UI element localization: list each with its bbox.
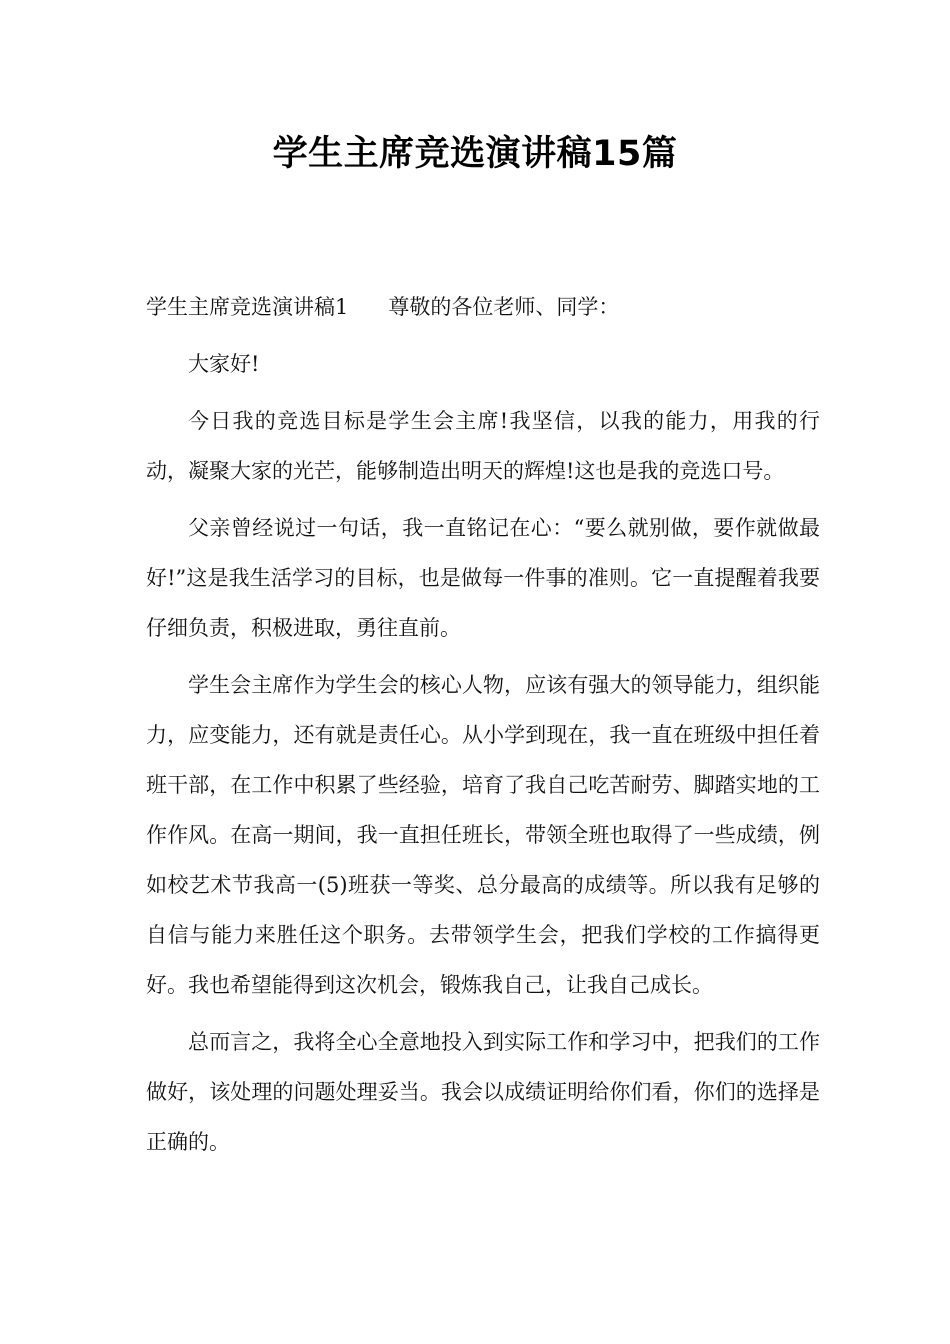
paragraph-conclusion: 总而言之，我将全心全意地投入到实际工作和学习中，把我们的工作做好，该处理的问题处理妥当。我会以成绩证明给你们看，你们的选择是正确的。	[146, 1030, 820, 1154]
paragraph-experience: 学生会主席作为学生会的核心人物，应该有强大的领导能力，组织能力，应变能力，还有就是责任心。从小学到现在，我一直在班级中担任着班干部，在工作中积累了些经验，培育了我自己吃苦耐劳、脚踏实地的工作作风。在高一期间，我一直担任班长，带领全班也取得了一些成绩，例如校艺术节我高一(5)班获一等奖、总分最高的成绩等。所以我有足够的自信与能力来胜任这个职务。去带领学生会，把我们学校的工作搞得更好。我也希望能得到这次机会，锻炼我自己，让我自己成长。	[146, 673, 820, 997]
paragraph-greeting: 大家好!	[188, 352, 260, 376]
section-heading-line	[146, 282, 820, 332]
document-title: 学生主席竞选演讲稿15篇	[272, 134, 678, 174]
paragraph-goal: 今日我的竞选目标是学生会主席!我坚信，以我的能力，用我的行动，凝聚大家的光芒，能够制造出明天的辉煌!这也是我的竞选口号。	[146, 409, 820, 483]
document-body	[146, 282, 820, 1174]
paragraph-father-quote: 父亲曾经说过一句话，我一直铭记在心：“要么就别做，要作就做最好!”这是我生活学习的目标，也是做每一件事的准则。它一直提醒着我要仔细负责，积极进取，勇往直前。	[146, 516, 820, 640]
section-heading: 学生主席竞选演讲稿1	[146, 295, 349, 319]
salutation: 尊敬的各位老师、同学：	[388, 295, 620, 319]
